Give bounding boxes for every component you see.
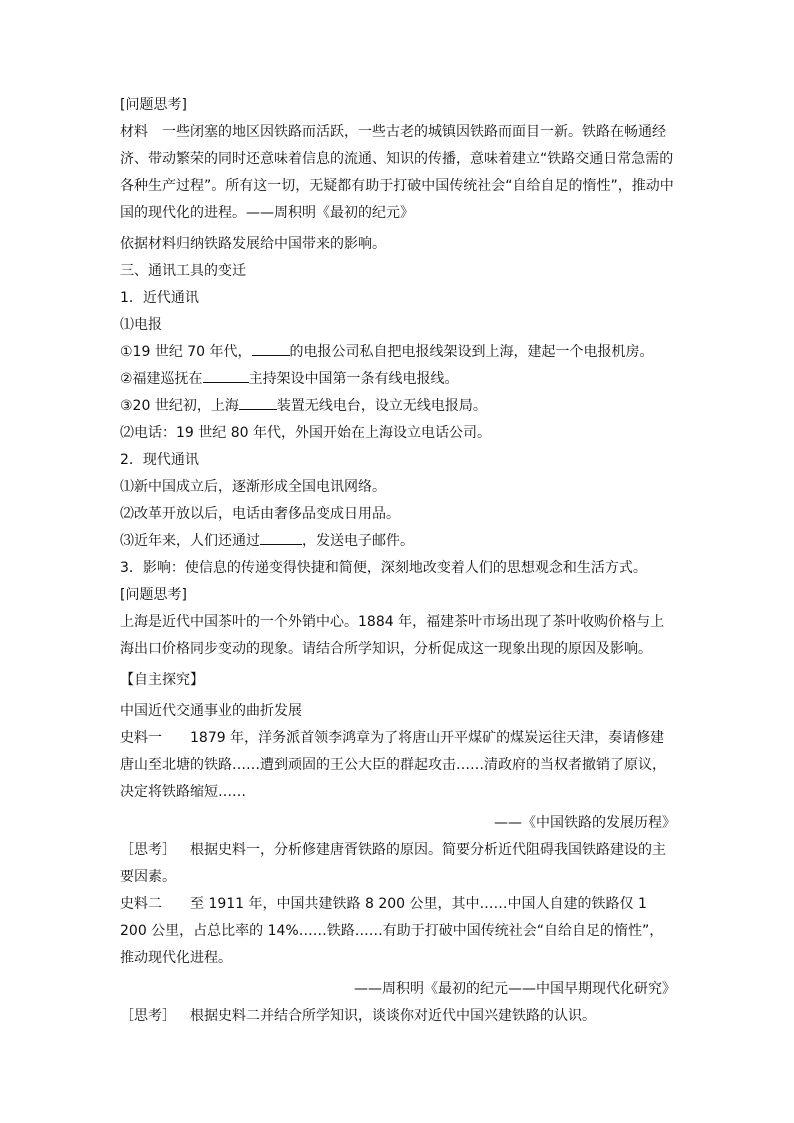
contemporary-item-1: ⑴新中国成立后，逐渐形成全国电讯网络。 (120, 479, 386, 495)
contemporary-item-2: ⑵改革开放以后，电话由奢侈品变成日用品。 (120, 506, 400, 522)
material-label: 材料 (120, 124, 148, 140)
explore-title: 中国近代交通事业的曲折发展 (120, 703, 302, 719)
fill-blank-2[interactable] (203, 368, 249, 383)
source-1-paragraph (120, 725, 676, 806)
question-paragraph-2: 上海是近代中国茶叶的一个外销中心。1884 年，福建茶叶市场出现了茶叶收购价格与上海出口价格同步变动的现象。请结合所学知识，分析促成这一现象出现的原因及影响。 (120, 614, 665, 657)
think-1-label: ［思考］ (120, 842, 176, 858)
think-2-text: 根据史料二并结合所学知识，谈谈你对近代中国兴建铁路的认识。 (190, 1008, 596, 1024)
item-text: ①19 世纪 70 年代， (120, 344, 252, 360)
source-2-citation: ——周积明《最初的纪元——中国早期现代化研究》 (354, 981, 676, 997)
material-paragraph (120, 119, 676, 227)
source-1-label: 史料一 (120, 730, 162, 746)
think-2-label: ［思考］ (120, 1008, 176, 1024)
item-text: ⑶近年来，人们还通过 (120, 533, 260, 549)
telegraph-item-1 (120, 339, 676, 366)
section-heading-question-2: [问题思考] (120, 587, 187, 603)
think-1-paragraph (120, 837, 676, 891)
source-1-text: 1879 年，洋务派首领李鸿章为了将唐山开平煤矿的煤炭运往天津，奏请修建唐山至北塘的铁路……遭到顽固的王公大臣的群起攻击……清政府的当权者撤销了原议，决定将铁路缩短…… (120, 730, 666, 800)
item-text: ②福建巡抚在 (120, 371, 203, 387)
fill-blank-3[interactable] (239, 395, 277, 410)
fill-blank-1[interactable] (252, 341, 290, 356)
contemporary-item-3 (120, 528, 676, 555)
item-text: 的电报公司私自把电报线架设到上海，建起一个电报机房。 (289, 344, 654, 360)
source-2-label: 史料二 (120, 896, 162, 912)
subheading-telephone: ⑵电话：19 世纪 80 年代，外国开始在上海设立电话公司。 (120, 425, 491, 441)
source-2-text: 至 1911 年，中国共建铁路 8 200 公里，其中……中国人自建的铁路仅 1 200 公里，占总比率的 14%……铁路……有助于打破中国传统社会“自给自足的惰性”，推动现代化进程。 (120, 896, 664, 966)
section-heading-3: 三、通讯工具的变迁 (120, 263, 246, 279)
fill-blank-4[interactable] (260, 530, 302, 545)
subheading-contemporary-communication: 2．现代通讯 (120, 452, 199, 468)
source-2-paragraph (120, 891, 676, 972)
telegraph-item-2 (120, 366, 676, 393)
telegraph-item-3 (120, 393, 676, 420)
subheading-modern-communication: 1．近代通讯 (120, 290, 199, 306)
think-1-text: 根据史料一，分析修建唐胥铁路的原因。简要分析近代阻碍我国铁路建设的主要因素。 (120, 842, 666, 885)
think-2-paragraph (120, 1003, 676, 1030)
subheading-impact: 3．影响：使信息的传递变得快捷和简便，深刻地改变着人们的思想观念和生活方式。 (120, 560, 647, 576)
subheading-telegraph: ⑴电报 (120, 317, 162, 333)
section-heading-explore: 【自主探究】 (120, 672, 204, 688)
item-text: ③20 世纪初，上海 (120, 398, 239, 414)
item-text: 装置无线电台，设立无线电报局。 (276, 398, 487, 414)
question-prompt-1: 依据材料归纳铁路发展给中国带来的影响。 (120, 236, 386, 252)
material-text: 一些闭塞的地区因铁路而活跃，一些古老的城镇因铁路而面目一新。铁路在畅通经济、带动繁荣的同时还意味着信息的流通、知识的传播，意味着建立“铁路交通日常急需的各种生产过程”。所有这一切，无疑都有助于打破中国传统社会“自给自足的惰性”，推动中国的现代化的进程。——周积明《最初的纪元》 (120, 124, 674, 221)
item-text: ，发送电子邮件。 (302, 533, 414, 549)
item-text: 主持架设中国第一条有线电报线。 (248, 371, 459, 387)
source-1-citation: ——《中国铁路的发展历程》 (494, 815, 676, 831)
section-heading-question-1: [问题思考] (120, 97, 187, 113)
document-body (120, 92, 676, 1030)
